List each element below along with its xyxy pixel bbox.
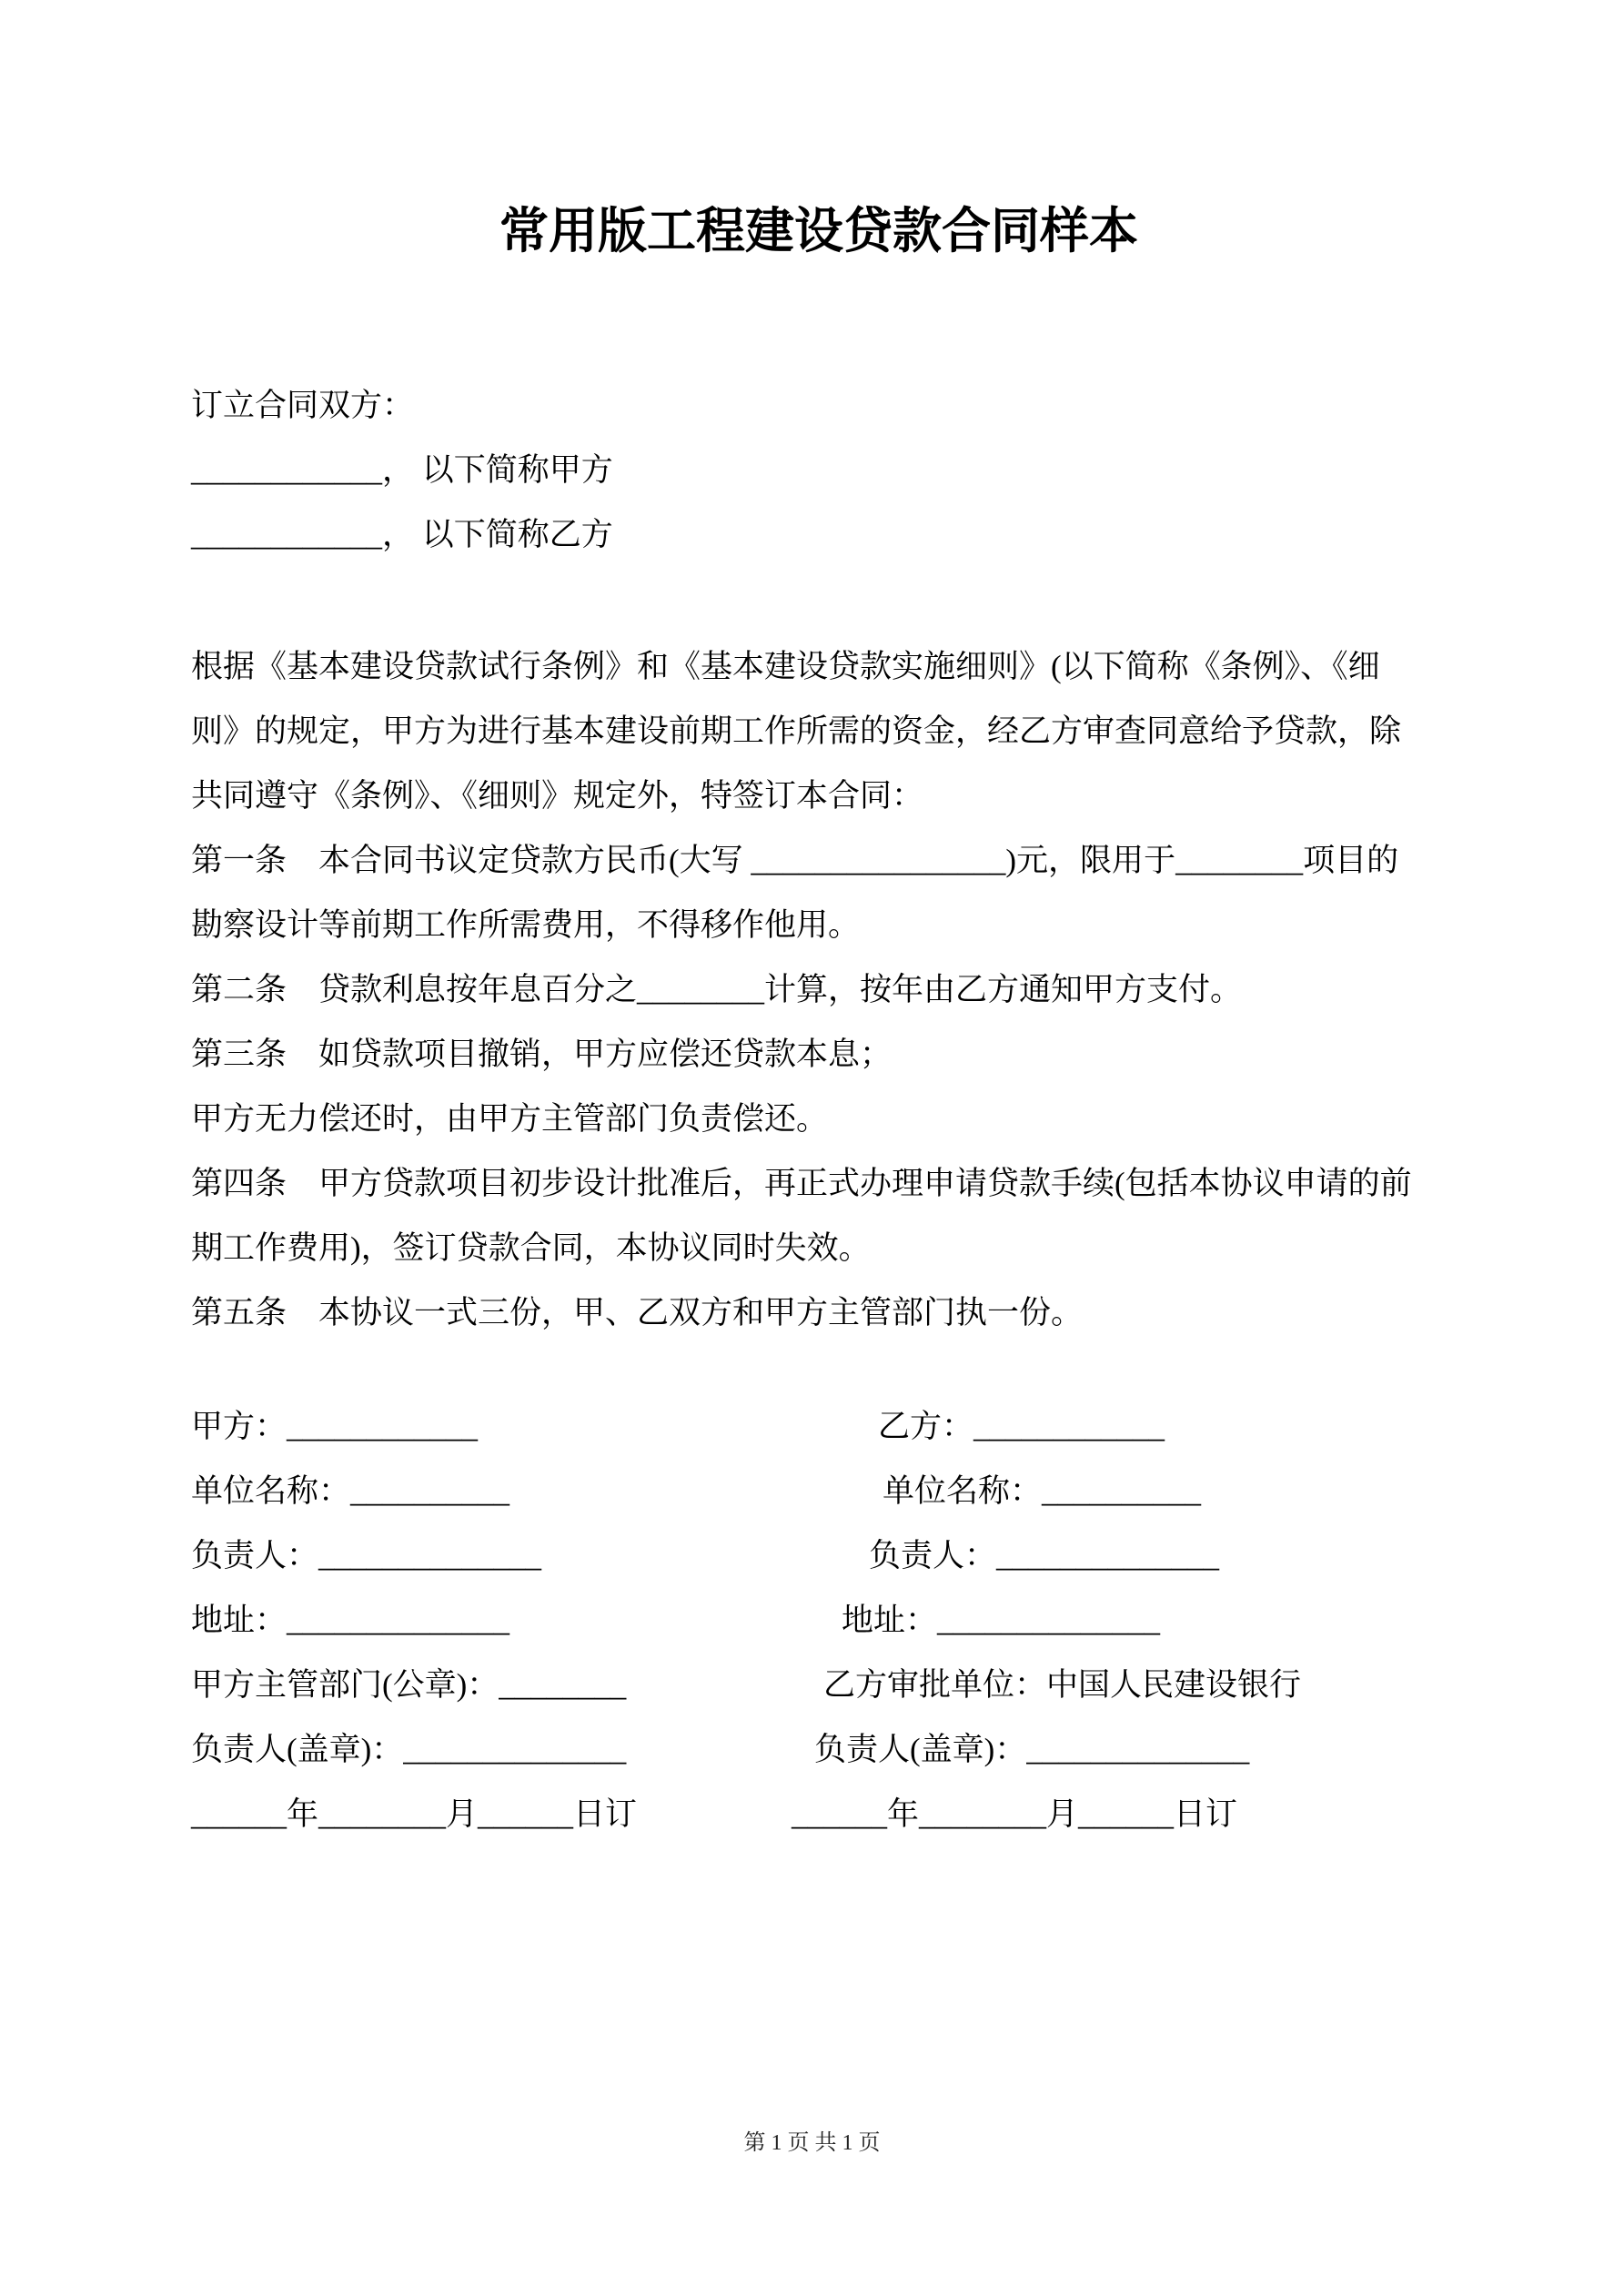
- sig-party-b-principal-seal: 负责人(盖章)：______________: [814, 1732, 1250, 1767]
- sig-party-a-principal-seal: 负责人(盖章)：______________: [191, 1732, 627, 1767]
- sig-party-b-date: ______年________月______日订: [792, 1796, 1238, 1832]
- spacer: [191, 567, 1447, 634]
- signature-row-principal: [191, 1523, 1447, 1588]
- signature-row-principal-seal: [191, 1717, 1447, 1782]
- clause-preamble-line-1: 根据《基本建设贷款试行条例》和《基本建设贷款实施细则》(以下简称《条例》、《细: [191, 649, 1380, 684]
- clause-4-line-2: 期工作费用)，签订贷款合同，本协议同时失效。: [191, 1230, 871, 1266]
- clause-2-line: 第二条 贷款利息按年息百分之________计算，按年由乙方通知甲方支付。: [191, 972, 1243, 1007]
- clause-1-line-2: 勘察设计等前期工作所需费用，不得移作他用。: [191, 907, 861, 943]
- signature-row-date: [191, 1782, 1447, 1846]
- clause-4-line-1: 第四条 甲方贷款项目初步设计批准后，再正式办理申请贷款手续(包括本协议申请的前: [191, 1166, 1412, 1201]
- intro-party-a-blank: ____________， 以下简称甲方: [191, 452, 613, 488]
- sig-party-b-unit-name: 单位名称：__________: [883, 1473, 1202, 1509]
- sig-party-b-approval-unit: 乙方审批单位：中国人民建设银行: [823, 1667, 1302, 1703]
- signature-row-authority: [191, 1653, 1447, 1717]
- sig-party-b-address: 地址：______________: [842, 1603, 1161, 1638]
- signature-block: [191, 1394, 1447, 1846]
- signature-row-unit-name: [191, 1459, 1447, 1523]
- parties-intro: [191, 373, 1447, 567]
- clause-5-line: 第五条 本协议一式三份，甲、乙双方和甲方主管部门执一份。: [191, 1295, 1084, 1330]
- contract-clauses: [191, 634, 1447, 1345]
- intro-parties-label: 订立合同双方：: [191, 388, 415, 423]
- sig-party-a-principal: 负责人：______________: [191, 1538, 542, 1573]
- document-title: 常用版工程建设贷款合同样本: [499, 204, 1138, 258]
- sig-party-a-unit-name: 单位名称：__________: [191, 1473, 510, 1509]
- intro-party-b-blank: ____________， 以下简称乙方: [191, 517, 613, 552]
- sig-party-a-address: 地址：______________: [191, 1603, 510, 1638]
- page-footer: 第 1 页 共 1 页: [743, 2131, 881, 2155]
- clause-preamble-line-2: 则》的规定，甲方为进行基本建设前期工作所需的资金，经乙方审查同意给予贷款，除: [191, 713, 1402, 749]
- sig-party-a-name: 甲方：____________: [191, 1409, 479, 1444]
- signature-row-address: [191, 1588, 1447, 1653]
- page-content: [191, 0, 1447, 1846]
- sig-party-a-dept-seal: 甲方主管部门(公章)：________: [191, 1667, 627, 1703]
- sig-party-b-principal: 负责人：______________: [869, 1538, 1220, 1573]
- clause-preamble-line-3: 共同遵守《条例》、《细则》规定外，特签订本合同：: [191, 778, 924, 814]
- sig-party-a-date: ______年________月______日订: [191, 1796, 638, 1832]
- clause-1-line-1: 第一条 本合同书议定贷款方民币(大写 ________________)元，限用于________项目的: [191, 843, 1399, 878]
- spacer: [191, 1345, 1447, 1394]
- signature-row-party: [191, 1394, 1447, 1459]
- sig-party-b-name: 乙方：____________: [878, 1409, 1165, 1444]
- clause-3-line-1: 第三条 如贷款项目撤销，甲方应偿还贷款本息；: [191, 1037, 893, 1072]
- clause-3-line-2: 甲方无力偿还时，由甲方主管部门负责偿还。: [191, 1101, 829, 1137]
